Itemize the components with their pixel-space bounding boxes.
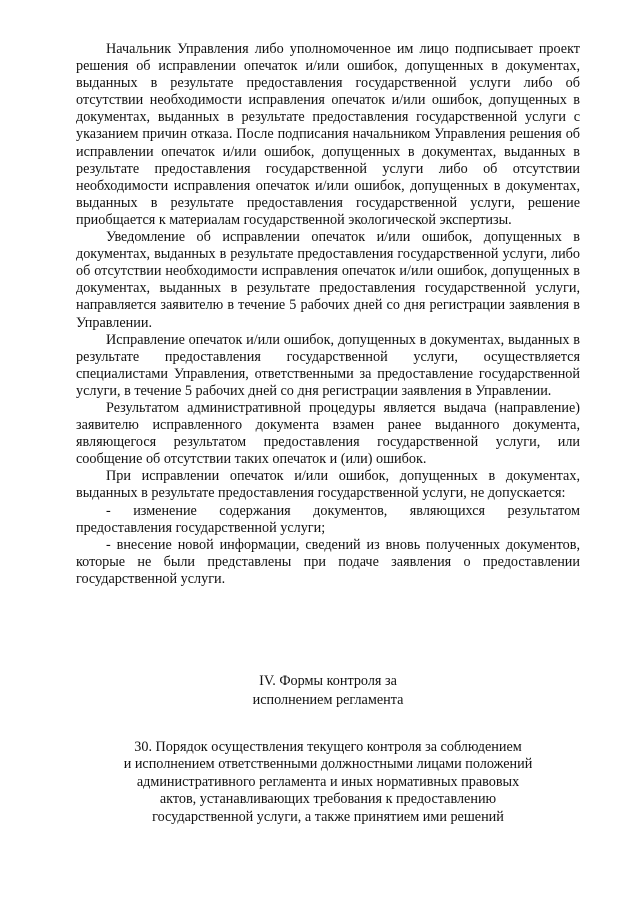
subsection-title-line-1: 30. Порядок осуществления текущего контроля за соблюдением: [134, 739, 522, 755]
paragraph-signing: Начальник Управления либо уполномоченное им лицо подписывает проект решения об исправлении опечаток и/или ошибок, допущенных в документах, выданных в результате предоставления государственной услуги либо об отсутствии необходимости исправления опечаток и/или ошибок, допущенных в документах, выданных в результате предоставления государственной услуги с указанием причин отказа. После подписания начальником Управления решения об исправлении опечаток и/или ошибок, допущенных в документах, выданных в результате предоставления государственной услуги либо об отсутствии необходимости исправления опечаток и/или ошибок, допущенных в документах, выданных в результате предоставления государственной услуги, решение приобщается к материалам государственной экологической экспертизы.: [76, 41, 580, 228]
paragraph-result: Результатом административной процедуры является выдача (направление) заявителю исправленного документа взамен ранее выданного документа, являющегося результатом предоставления государственной услуги, или сообщение об отсутствии таких опечаток и (или) ошибок.: [76, 399, 580, 468]
section-heading: [76, 672, 580, 709]
subsection-title-line-2: и исполнением ответственными должностными лицами положений: [123, 756, 533, 773]
section-heading-line-1: IV. Формы контроля за: [259, 673, 397, 689]
paragraph-not-allowed: При исправлении опечаток и/или ошибок, допущенных в документах, выданных в результате предоставления государственной услуги, не допускается:: [76, 468, 580, 502]
body-text: [76, 41, 580, 588]
list-item-new-info: - внесение новой информации, сведений из вновь полученных документов, которые не были представлены при подаче заявления о предоставлении государственной услуги.: [76, 536, 580, 587]
subsection-title: [76, 739, 580, 826]
list-item-content-change: - изменение содержания документов, являющихся результатом предоставления государственной услуги;: [76, 502, 580, 536]
subsection-title-line-3: административного регламента и иных нормативных правовых: [136, 773, 520, 790]
subsection-title-line-4: актов, устанавливающих требования к предоставлению: [159, 791, 497, 808]
paragraph-correction: Исправление опечаток и/или ошибок, допущенных в документах, выданных в результате предоставления государственной услуги, осуществляется специалистами Управления, ответственными за предоставление государственной услуги, в течение 5 рабочих дней со дня регистрации заявления в Управлении.: [76, 331, 580, 399]
section-heading-line-2: исполнением регламента: [252, 691, 404, 708]
paragraph-notification: Уведомление об исправлении опечаток и/или ошибок, допущенных в документах, выданных в результате предоставления государственной услуги, либо об отсутствии необходимости исправления опечаток и/или ошибок, допущенных в документах, выданных в результате предоставления государственной услуги, направляется заявителю в течение 5 рабочих дней со дня регистрации заявления в Управлении.: [76, 229, 580, 331]
subsection-title-line-5: государственной услуги, а также принятием ими решений: [152, 808, 504, 825]
